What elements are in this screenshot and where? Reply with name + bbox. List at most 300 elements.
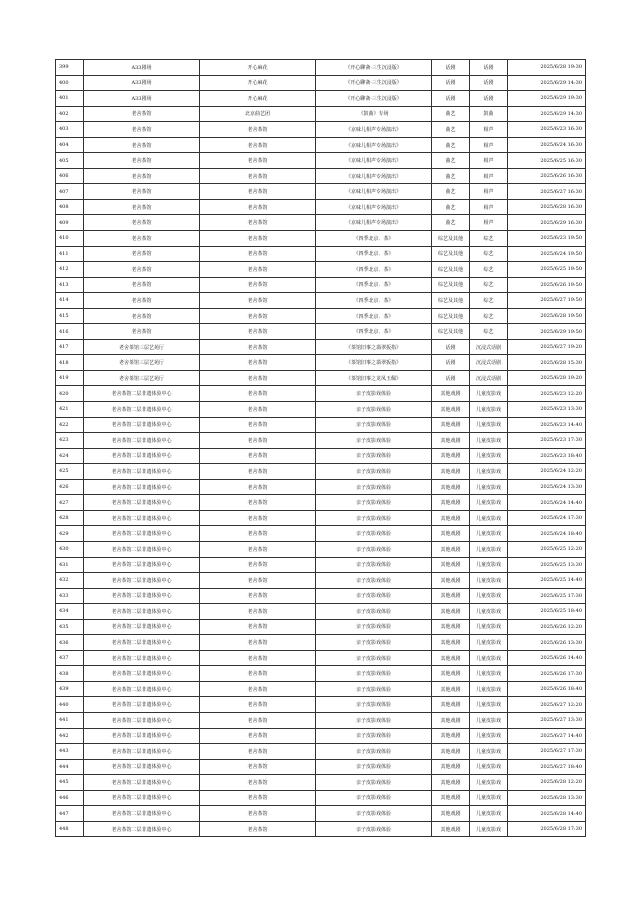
organizer-cell: 老舍茶馆 <box>200 775 316 791</box>
program-title-cell: 《茶馆旧事之翡翠扳指》 <box>316 339 432 355</box>
row-number-cell: 440 <box>56 697 84 713</box>
program-title-cell: 亲子皮影戏体验 <box>316 526 432 542</box>
table-row <box>56 806 586 822</box>
organizer-cell: 老舍茶馆 <box>200 215 316 231</box>
show-time-cell: 2025/6/29 14:30 <box>508 75 586 91</box>
show-time-cell: 2025/6/26 18:40 <box>508 681 586 697</box>
venue-cell: A33剧场 <box>84 60 200 76</box>
row-number-cell: 420 <box>56 386 84 402</box>
genre-category-cell: 曲艺 <box>432 184 470 200</box>
row-number-cell: 405 <box>56 153 84 169</box>
venue-cell: 老舍茶馆二层非遗体验中心 <box>84 635 200 651</box>
genre-category-cell: 其他戏剧 <box>432 744 470 760</box>
program-title-cell: 亲子皮影戏体验 <box>316 541 432 557</box>
row-number-cell: 439 <box>56 681 84 697</box>
genre-category-cell: 综艺及其他 <box>432 262 470 278</box>
venue-cell: 老舍茶馆 <box>84 277 200 293</box>
table-row <box>56 137 586 153</box>
venue-cell: 老舍茶馆三层艺苑厅 <box>84 339 200 355</box>
row-number-cell: 435 <box>56 619 84 635</box>
table-row <box>56 650 586 666</box>
genre-category-cell: 话剧 <box>432 339 470 355</box>
organizer-cell: 老舍茶馆 <box>200 448 316 464</box>
genre-subtype-cell: 儿童皮影戏 <box>470 526 508 542</box>
table-row <box>56 526 586 542</box>
show-time-cell: 2025/6/25 13:30 <box>508 557 586 573</box>
genre-category-cell: 其他戏剧 <box>432 681 470 697</box>
program-title-cell: 《四季北京．茶》 <box>316 246 432 262</box>
table-row <box>56 619 586 635</box>
genre-subtype-cell: 相声 <box>470 215 508 231</box>
genre-subtype-cell: 儿童皮影戏 <box>470 510 508 526</box>
show-time-cell: 2025/6/29 14:30 <box>508 106 586 122</box>
genre-category-cell: 其他戏剧 <box>432 386 470 402</box>
venue-cell: 老舍茶馆三层艺苑厅 <box>84 355 200 371</box>
program-title-cell: 《四季北京．茶》 <box>316 293 432 309</box>
organizer-cell: 老舍茶馆 <box>200 479 316 495</box>
row-number-cell: 444 <box>56 759 84 775</box>
table-row <box>56 790 586 806</box>
table-row <box>56 293 586 309</box>
row-number-cell: 400 <box>56 75 84 91</box>
genre-category-cell: 其他戏剧 <box>432 479 470 495</box>
program-title-cell: 亲子皮影戏体验 <box>316 386 432 402</box>
show-time-cell: 2025/6/24 16:30 <box>508 137 586 153</box>
genre-subtype-cell: 沉浸式话剧 <box>470 339 508 355</box>
organizer-cell: 老舍茶馆 <box>200 386 316 402</box>
genre-category-cell: 其他戏剧 <box>432 448 470 464</box>
row-number-cell: 413 <box>56 277 84 293</box>
row-number-cell: 430 <box>56 541 84 557</box>
table-row <box>56 355 586 371</box>
organizer-cell: 老舍茶馆 <box>200 526 316 542</box>
row-number-cell: 438 <box>56 666 84 682</box>
venue-cell: 老舍茶馆 <box>84 137 200 153</box>
show-time-cell: 2025/6/23 13:30 <box>508 402 586 418</box>
venue-cell: 老舍茶馆 <box>84 308 200 324</box>
organizer-cell: 老舍茶馆 <box>200 464 316 480</box>
row-number-cell: 426 <box>56 479 84 495</box>
venue-cell: 老舍茶馆 <box>84 184 200 200</box>
show-time-cell: 2025/6/24 13:30 <box>508 479 586 495</box>
table-row <box>56 231 586 247</box>
table-row <box>56 635 586 651</box>
venue-cell: 老舍茶馆二层非遗体验中心 <box>84 573 200 589</box>
show-time-cell: 2025/6/25 17:30 <box>508 588 586 604</box>
genre-category-cell: 综艺及其他 <box>432 324 470 340</box>
genre-category-cell: 曲艺 <box>432 153 470 169</box>
genre-subtype-cell: 儿童皮影戏 <box>470 775 508 791</box>
genre-category-cell: 其他戏剧 <box>432 666 470 682</box>
organizer-cell: 老舍茶馆 <box>200 402 316 418</box>
program-title-cell: 亲子皮影戏体验 <box>316 790 432 806</box>
program-title-cell: 亲子皮影戏体验 <box>316 821 432 837</box>
table-row <box>56 402 586 418</box>
organizer-cell: 老舍茶馆 <box>200 355 316 371</box>
show-time-cell: 2025/6/24 17:30 <box>508 510 586 526</box>
venue-cell: 老舍茶馆二层非遗体验中心 <box>84 588 200 604</box>
genre-category-cell: 话剧 <box>432 370 470 386</box>
show-time-cell: 2025/6/27 19:50 <box>508 293 586 309</box>
venue-cell: 老舍茶馆二层非遗体验中心 <box>84 386 200 402</box>
table-row <box>56 464 586 480</box>
table-row <box>56 821 586 837</box>
row-number-cell: 432 <box>56 573 84 589</box>
venue-cell: 老舍茶馆二层非遗体验中心 <box>84 759 200 775</box>
table-row <box>56 495 586 511</box>
show-time-cell: 2025/6/28 13:30 <box>508 790 586 806</box>
venue-cell: 老舍茶馆 <box>84 168 200 184</box>
venue-cell: 老舍茶馆二层非遗体验中心 <box>84 541 200 557</box>
row-number-cell: 425 <box>56 464 84 480</box>
show-time-cell: 2025/6/29 19:50 <box>508 324 586 340</box>
table-row <box>56 604 586 620</box>
venue-cell: 老舍茶馆二层非遗体验中心 <box>84 510 200 526</box>
table-row <box>56 277 586 293</box>
organizer-cell: 老舍茶馆 <box>200 510 316 526</box>
organizer-cell: 老舍茶馆 <box>200 573 316 589</box>
organizer-cell: 老舍茶馆 <box>200 277 316 293</box>
genre-subtype-cell: 综艺 <box>470 324 508 340</box>
show-time-cell: 2025/6/25 12:20 <box>508 541 586 557</box>
table-row <box>56 60 586 76</box>
show-time-cell: 2025/6/25 18:40 <box>508 604 586 620</box>
organizer-cell: 开心麻花 <box>200 91 316 107</box>
row-number-cell: 402 <box>56 106 84 122</box>
genre-subtype-cell: 儿童皮影戏 <box>470 666 508 682</box>
organizer-cell: 老舍茶馆 <box>200 293 316 309</box>
genre-subtype-cell: 沉浸式话剧 <box>470 370 508 386</box>
show-time-cell: 2025/6/23 12:20 <box>508 386 586 402</box>
table-row <box>56 479 586 495</box>
show-time-cell: 2025/6/29 19:30 <box>508 91 586 107</box>
table-row <box>56 433 586 449</box>
genre-category-cell: 其他戏剧 <box>432 806 470 822</box>
venue-cell: 老舍茶馆二层非遗体验中心 <box>84 681 200 697</box>
venue-cell: 老舍茶馆二层非遗体验中心 <box>84 402 200 418</box>
row-number-cell: 443 <box>56 744 84 760</box>
table-row <box>56 557 586 573</box>
show-time-cell: 2025/6/27 18:40 <box>508 759 586 775</box>
genre-subtype-cell: 儿童皮影戏 <box>470 541 508 557</box>
show-time-cell: 2025/6/26 14:40 <box>508 650 586 666</box>
organizer-cell: 老舍茶馆 <box>200 246 316 262</box>
genre-subtype-cell: 儿童皮影戏 <box>470 479 508 495</box>
genre-subtype-cell: 相声 <box>470 168 508 184</box>
organizer-cell: 老舍茶馆 <box>200 557 316 573</box>
show-time-cell: 2025/6/29 16:30 <box>508 215 586 231</box>
genre-subtype-cell: 儿童皮影戏 <box>470 635 508 651</box>
row-number-cell: 448 <box>56 821 84 837</box>
venue-cell: 老舍茶馆 <box>84 153 200 169</box>
venue-cell: 老舍茶馆二层非遗体验中心 <box>84 464 200 480</box>
row-number-cell: 445 <box>56 775 84 791</box>
genre-subtype-cell: 儿童皮影戏 <box>470 821 508 837</box>
program-title-cell: 《茶馆旧事之龙凤玉佩》 <box>316 370 432 386</box>
table-row <box>56 573 586 589</box>
genre-subtype-cell: 儿童皮影戏 <box>470 495 508 511</box>
show-time-cell: 2025/6/25 16:30 <box>508 153 586 169</box>
genre-category-cell: 其他戏剧 <box>432 619 470 635</box>
show-time-cell: 2025/6/26 13:30 <box>508 635 586 651</box>
genre-category-cell: 其他戏剧 <box>432 650 470 666</box>
genre-category-cell: 其他戏剧 <box>432 417 470 433</box>
program-title-cell: 亲子皮影戏体验 <box>316 464 432 480</box>
row-number-cell: 421 <box>56 402 84 418</box>
organizer-cell: 老舍茶馆 <box>200 697 316 713</box>
show-time-cell: 2025/6/24 19:50 <box>508 246 586 262</box>
table-row <box>56 417 586 433</box>
show-time-cell: 2025/6/27 16:30 <box>508 184 586 200</box>
organizer-cell: 老舍茶馆 <box>200 728 316 744</box>
show-time-cell: 2025/6/26 19:50 <box>508 277 586 293</box>
show-time-cell: 2025/6/23 19:50 <box>508 231 586 247</box>
genre-category-cell: 综艺及其他 <box>432 246 470 262</box>
row-number-cell: 442 <box>56 728 84 744</box>
row-number-cell: 415 <box>56 308 84 324</box>
row-number-cell: 401 <box>56 91 84 107</box>
row-number-cell: 434 <box>56 604 84 620</box>
venue-cell: 老舍茶馆 <box>84 324 200 340</box>
organizer-cell: 老舍茶馆 <box>200 712 316 728</box>
show-time-cell: 2025/6/28 15:30 <box>508 355 586 371</box>
row-number-cell: 416 <box>56 324 84 340</box>
genre-subtype-cell: 相声 <box>470 153 508 169</box>
organizer-cell: 老舍茶馆 <box>200 744 316 760</box>
organizer-cell: 老舍茶馆 <box>200 262 316 278</box>
venue-cell: 老舍茶馆二层非遗体验中心 <box>84 728 200 744</box>
genre-subtype-cell: 儿童皮影戏 <box>470 604 508 620</box>
venue-cell: 老舍茶馆二层非遗体验中心 <box>84 495 200 511</box>
program-title-cell: 亲子皮影戏体验 <box>316 728 432 744</box>
program-title-cell: 亲子皮影戏体验 <box>316 806 432 822</box>
show-time-cell: 2025/6/25 14:40 <box>508 573 586 589</box>
program-title-cell: 亲子皮影戏体验 <box>316 510 432 526</box>
genre-category-cell: 其他戏剧 <box>432 541 470 557</box>
table-row <box>56 712 586 728</box>
show-time-cell: 2025/6/28 14:40 <box>508 806 586 822</box>
row-number-cell: 447 <box>56 806 84 822</box>
organizer-cell: 老舍茶馆 <box>200 417 316 433</box>
show-time-cell: 2025/6/23 14:40 <box>508 417 586 433</box>
genre-subtype-cell: 儿童皮影戏 <box>470 386 508 402</box>
table-row <box>56 386 586 402</box>
show-time-cell: 2025/6/27 14:40 <box>508 728 586 744</box>
row-number-cell: 428 <box>56 510 84 526</box>
table-row <box>56 681 586 697</box>
show-time-cell: 2025/6/23 17:30 <box>508 433 586 449</box>
organizer-cell: 老舍茶馆 <box>200 759 316 775</box>
row-number-cell: 408 <box>56 199 84 215</box>
organizer-cell: 北京曲艺团 <box>200 106 316 122</box>
venue-cell: 老舍茶馆二层非遗体验中心 <box>84 557 200 573</box>
row-number-cell: 436 <box>56 635 84 651</box>
venue-cell: 老舍茶馆二层非遗体验中心 <box>84 775 200 791</box>
program-title-cell: 亲子皮影戏体验 <box>316 681 432 697</box>
genre-subtype-cell: 鼓曲 <box>470 106 508 122</box>
genre-category-cell: 其他戏剧 <box>432 821 470 837</box>
program-title-cell: 亲子皮影戏体验 <box>316 557 432 573</box>
program-title-cell: 《京味儿相声专场演出》 <box>316 122 432 138</box>
genre-subtype-cell: 话剧 <box>470 60 508 76</box>
organizer-cell: 开心麻花 <box>200 60 316 76</box>
program-title-cell: 《四季北京．茶》 <box>316 262 432 278</box>
genre-category-cell: 综艺及其他 <box>432 308 470 324</box>
genre-subtype-cell: 儿童皮影戏 <box>470 448 508 464</box>
venue-cell: 老舍茶馆 <box>84 199 200 215</box>
venue-cell: 老舍茶馆二层非遗体验中心 <box>84 526 200 542</box>
organizer-cell: 老舍茶馆 <box>200 324 316 340</box>
genre-subtype-cell: 综艺 <box>470 277 508 293</box>
genre-subtype-cell: 儿童皮影戏 <box>470 744 508 760</box>
program-title-cell: 《开心聊斋·三生沉浸版》 <box>316 91 432 107</box>
venue-cell: 老舍茶馆 <box>84 106 200 122</box>
genre-category-cell: 综艺及其他 <box>432 293 470 309</box>
genre-category-cell: 话剧 <box>432 355 470 371</box>
show-time-cell: 2025/6/25 19:50 <box>508 262 586 278</box>
show-time-cell: 2025/6/23 16:30 <box>508 122 586 138</box>
program-title-cell: 亲子皮影戏体验 <box>316 744 432 760</box>
table-row <box>56 324 586 340</box>
table-row <box>56 697 586 713</box>
genre-subtype-cell: 儿童皮影戏 <box>470 681 508 697</box>
program-title-cell: 亲子皮影戏体验 <box>316 635 432 651</box>
program-title-cell: 亲子皮影戏体验 <box>316 604 432 620</box>
program-title-cell: 亲子皮影戏体验 <box>316 433 432 449</box>
genre-category-cell: 曲艺 <box>432 199 470 215</box>
row-number-cell: 429 <box>56 526 84 542</box>
venue-cell: 老舍茶馆二层非遗体验中心 <box>84 666 200 682</box>
organizer-cell: 老舍茶馆 <box>200 790 316 806</box>
program-title-cell: 《京味儿相声专场演出》 <box>316 215 432 231</box>
table-row <box>56 510 586 526</box>
table-row <box>56 153 586 169</box>
row-number-cell: 399 <box>56 60 84 76</box>
genre-subtype-cell: 综艺 <box>470 262 508 278</box>
genre-category-cell: 曲艺 <box>432 168 470 184</box>
show-time-cell: 2025/6/24 14:40 <box>508 495 586 511</box>
genre-category-cell: 其他戏剧 <box>432 728 470 744</box>
table-row <box>56 370 586 386</box>
program-title-cell: 亲子皮影戏体验 <box>316 697 432 713</box>
organizer-cell: 老舍茶馆 <box>200 541 316 557</box>
table-row <box>56 184 586 200</box>
table-row <box>56 308 586 324</box>
organizer-cell: 老舍茶馆 <box>200 339 316 355</box>
organizer-cell: 老舍茶馆 <box>200 184 316 200</box>
program-title-cell: 亲子皮影戏体验 <box>316 402 432 418</box>
genre-category-cell: 其他戏剧 <box>432 573 470 589</box>
table-row <box>56 775 586 791</box>
program-title-cell: 《京味儿相声专场演出》 <box>316 137 432 153</box>
program-title-cell: 《京味儿相声专场演出》 <box>316 199 432 215</box>
table-row <box>56 106 586 122</box>
program-title-cell: 《鼓曲》专场 <box>316 106 432 122</box>
organizer-cell: 老舍茶馆 <box>200 604 316 620</box>
genre-category-cell: 话剧 <box>432 60 470 76</box>
program-title-cell: 《开心聊斋·三生沉浸版》 <box>316 60 432 76</box>
genre-subtype-cell: 综艺 <box>470 308 508 324</box>
venue-cell: 老舍茶馆 <box>84 231 200 247</box>
genre-subtype-cell: 综艺 <box>470 246 508 262</box>
table-row <box>56 199 586 215</box>
organizer-cell: 老舍茶馆 <box>200 137 316 153</box>
genre-subtype-cell: 儿童皮影戏 <box>470 650 508 666</box>
performance-schedule-table <box>55 59 586 837</box>
venue-cell: 老舍茶馆 <box>84 262 200 278</box>
row-number-cell: 419 <box>56 370 84 386</box>
row-number-cell: 433 <box>56 588 84 604</box>
table-row <box>56 91 586 107</box>
table-row <box>56 541 586 557</box>
genre-subtype-cell: 沉浸式话剧 <box>470 355 508 371</box>
table-row <box>56 246 586 262</box>
genre-subtype-cell: 综艺 <box>470 293 508 309</box>
program-title-cell: 亲子皮影戏体验 <box>316 775 432 791</box>
organizer-cell: 老舍茶馆 <box>200 153 316 169</box>
program-title-cell: 《四季北京．茶》 <box>316 231 432 247</box>
genre-subtype-cell: 儿童皮影戏 <box>470 588 508 604</box>
organizer-cell: 老舍茶馆 <box>200 650 316 666</box>
genre-subtype-cell: 儿童皮影戏 <box>470 557 508 573</box>
show-time-cell: 2025/6/27 17:30 <box>508 744 586 760</box>
show-time-cell: 2025/6/28 16:30 <box>508 199 586 215</box>
organizer-cell: 老舍茶馆 <box>200 666 316 682</box>
genre-category-cell: 综艺及其他 <box>432 231 470 247</box>
program-title-cell: 亲子皮影戏体验 <box>316 619 432 635</box>
organizer-cell: 老舍茶馆 <box>200 495 316 511</box>
genre-category-cell: 曲艺 <box>432 106 470 122</box>
venue-cell: A33剧场 <box>84 75 200 91</box>
table-row <box>56 448 586 464</box>
genre-subtype-cell: 综艺 <box>470 231 508 247</box>
row-number-cell: 422 <box>56 417 84 433</box>
organizer-cell: 老舍茶馆 <box>200 231 316 247</box>
genre-category-cell: 其他戏剧 <box>432 433 470 449</box>
row-number-cell: 414 <box>56 293 84 309</box>
table-row <box>56 666 586 682</box>
row-number-cell: 417 <box>56 339 84 355</box>
table-row <box>56 759 586 775</box>
venue-cell: 老舍茶馆二层非遗体验中心 <box>84 650 200 666</box>
genre-category-cell: 话剧 <box>432 75 470 91</box>
table-row <box>56 75 586 91</box>
table-row <box>56 744 586 760</box>
genre-category-cell: 其他戏剧 <box>432 635 470 651</box>
venue-cell: 老舍茶馆二层非遗体验中心 <box>84 604 200 620</box>
table-row <box>56 215 586 231</box>
row-number-cell: 410 <box>56 231 84 247</box>
show-time-cell: 2025/6/28 19:50 <box>508 308 586 324</box>
table-body <box>56 60 586 837</box>
genre-subtype-cell: 相声 <box>470 122 508 138</box>
organizer-cell: 老舍茶馆 <box>200 308 316 324</box>
table-row <box>56 168 586 184</box>
genre-category-cell: 其他戏剧 <box>432 790 470 806</box>
show-time-cell: 2025/6/28 12:20 <box>508 775 586 791</box>
genre-subtype-cell: 儿童皮影戏 <box>470 728 508 744</box>
row-number-cell: 424 <box>56 448 84 464</box>
genre-category-cell: 其他戏剧 <box>432 604 470 620</box>
genre-subtype-cell: 儿童皮影戏 <box>470 402 508 418</box>
program-title-cell: 《茶馆旧事之翡翠扳指》 <box>316 355 432 371</box>
table-row <box>56 588 586 604</box>
genre-category-cell: 其他戏剧 <box>432 759 470 775</box>
show-time-cell: 2025/6/26 12:20 <box>508 619 586 635</box>
organizer-cell: 老舍茶馆 <box>200 806 316 822</box>
venue-cell: 老舍茶馆 <box>84 293 200 309</box>
table-row <box>56 728 586 744</box>
